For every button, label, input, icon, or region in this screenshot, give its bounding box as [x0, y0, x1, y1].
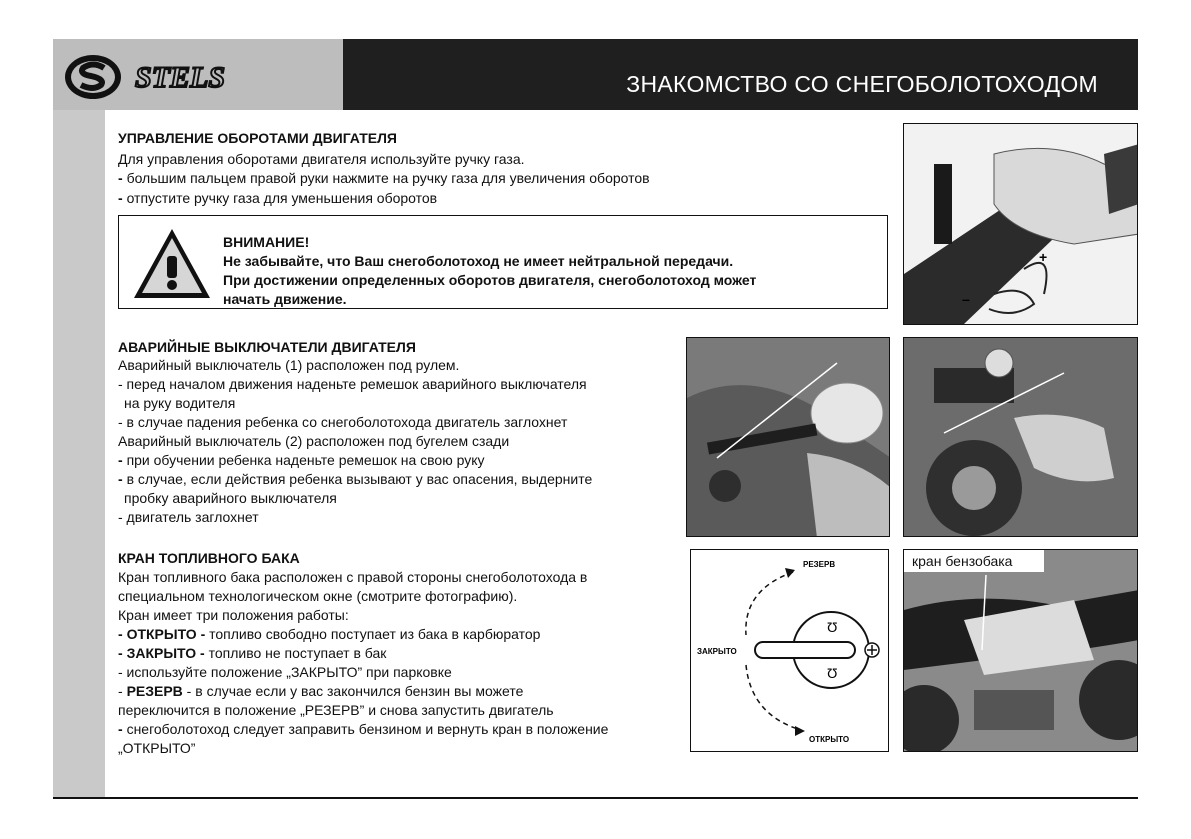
open-label: ОТКРЫТО	[809, 735, 850, 744]
rear-kill-illustration	[904, 338, 1138, 537]
warning-box	[118, 215, 888, 309]
fuel-line-parking: - используйте положение „ЗАКРЫТО” при парковке	[118, 664, 452, 680]
fuel-line-1: Кран топливного бака расположен с правой стороны снегоболотохода в	[118, 569, 588, 585]
kill-line-5: Аварийный выключатель (2) расположен под бугелем сзади	[118, 433, 510, 449]
fuel-line-open: - ОТКРЫТО - топливо свободно поступает из бака в карбюратор	[118, 626, 541, 642]
closed-label: ЗАКРЫТО	[697, 647, 737, 656]
reserve-label: РЕЗЕРВ	[803, 560, 836, 569]
fuel-line-switch: переключится в положение „РЕЗЕРВ” и снова запустить двигатель	[118, 702, 554, 718]
warning-line-3: начать движение.	[223, 291, 347, 307]
fuel-line-reserve: - РЕЗЕРВ - в случае если у вас закончился бензин вы можете	[118, 683, 524, 699]
throttle-minus-label: –	[962, 291, 970, 307]
warning-line-1: Не забывайте, что Ваш снегоболотоход не имеет нейтральной передачи.	[223, 253, 734, 269]
stels-logo	[53, 39, 343, 110]
warning-line-2: При достижении определенных оборотов двигателя, снегоболотоход может	[223, 272, 757, 288]
throttle-line-3: - отпустите ручку газа для уменьшения оборотов	[118, 190, 438, 206]
kill-line-1: Аварийный выключатель (1) расположен под рулем.	[118, 357, 460, 373]
fuel-tank-illustration	[904, 550, 1138, 752]
throttle-plus-label: +	[1039, 249, 1048, 265]
kill-line-4: - в случае падения ребенка со снегоболотохода двигатель заглохнет	[118, 414, 568, 430]
kill-heading: АВАРИЙНЫЕ ВЫКЛЮЧАТЕЛИ ДВИГАТЕЛЯ	[118, 339, 416, 355]
fuel-line-closed: - ЗАКРЫТО - топливо не поступает в бак	[118, 645, 387, 661]
kill-switch-rear-photo	[903, 337, 1138, 537]
fuel-line-3: Кран имеет три положения работы:	[118, 607, 349, 623]
kill-line-8: пробку аварийного выключателя	[124, 490, 337, 506]
page-title: ЗНАКОМСТВО СО СНЕГОБОЛОТОХОДОМ	[626, 71, 1098, 97]
fuel-valve-illustration	[691, 550, 889, 752]
left-sidebar-stripe	[53, 110, 105, 797]
warning-triangle-icon	[131, 226, 213, 301]
throttle-line-2: - большим пальцем правой руки нажмите на ручку газа для увеличения оборотов	[118, 170, 650, 186]
throttle-illustration	[904, 124, 1138, 325]
front-kill-illustration	[687, 338, 890, 537]
fuel-line-2: специальном технологическом окне (смотрите фотографию).	[118, 588, 518, 604]
fuel-tank-caption: кран бензобака	[912, 553, 1013, 569]
kill-line-3: на руку водителя	[124, 395, 236, 411]
fuel-line-open-quote: „ОТКРЫТО”	[118, 740, 196, 756]
fuel-heading: КРАН ТОПЛИВНОГО БАКА	[118, 550, 300, 566]
throttle-heading: УПРАВЛЕНИЕ ОБОРОТАМИ ДВИГАТЕЛЯ	[118, 130, 397, 146]
throttle-photo	[903, 123, 1138, 325]
fuel-valve-diagram	[690, 549, 889, 752]
svg-text:Ʊ: Ʊ	[827, 665, 838, 681]
kill-line-2: - перед началом движения наденьте ремешок аварийного выключателя	[118, 376, 587, 392]
fuel-tank-photo	[903, 549, 1138, 752]
brand-logo-area	[53, 39, 343, 110]
warning-title: ВНИМАНИЕ!	[223, 234, 310, 250]
kill-line-6: - при обучении ребенка наденьте ремешок на свою руку	[118, 452, 485, 468]
svg-text:Ʊ: Ʊ	[827, 619, 838, 635]
kill-line-9: - двигатель заглохнет	[118, 509, 259, 525]
fuel-line-refuel: - снегоболотоход следует заправить бензином и вернуть кран в положение	[118, 721, 609, 737]
kill-line-7: - в случае, если действия ребенка вызывают у вас опасения, выдерните	[118, 471, 593, 487]
page-header	[53, 39, 1138, 110]
kill-switch-front-photo	[686, 337, 890, 537]
throttle-line-1: Для управления оборотами двигателя используйте ручку газа.	[118, 151, 525, 167]
brand-wordmark: STELS	[135, 61, 226, 94]
